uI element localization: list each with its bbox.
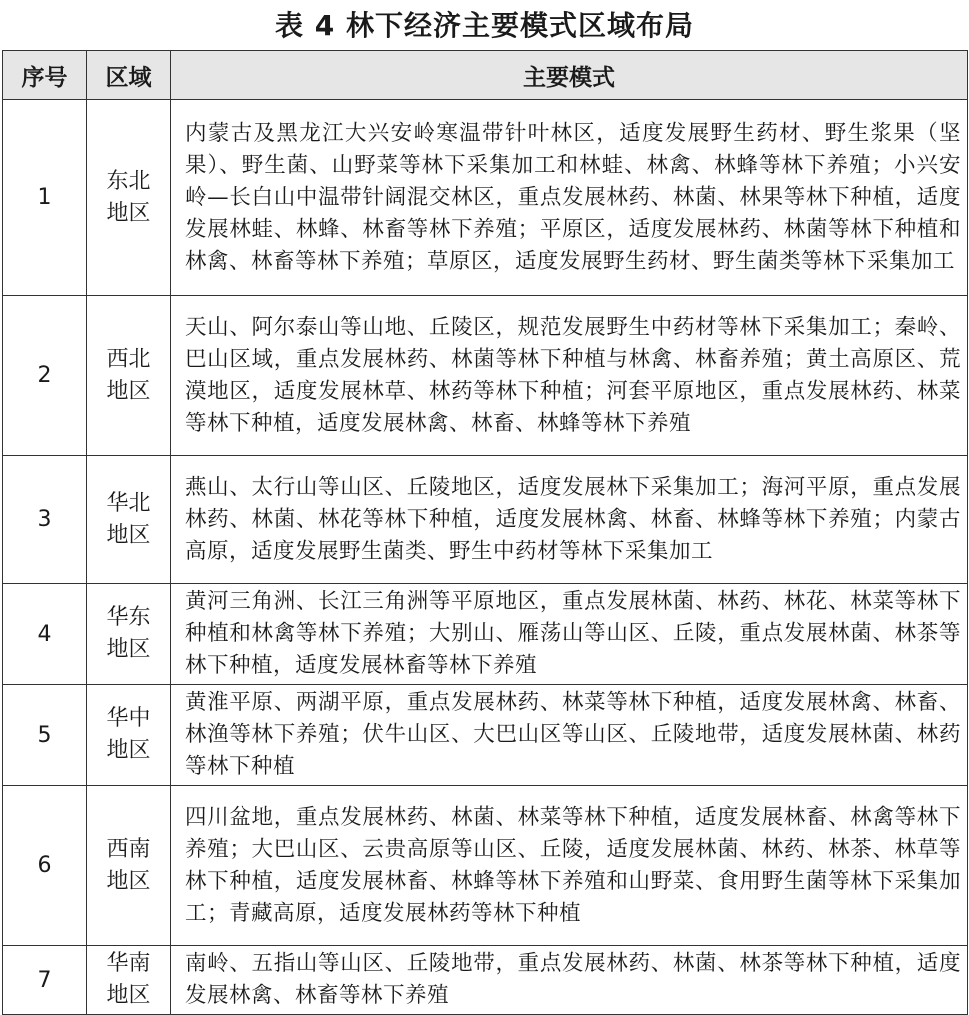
row-content: 四川盆地，重点发展林药、林菌、林菜等林下种植，适度发展林畜、林禽等林下养殖；大巴山区、云贵高原等山区、丘陵，适度发展林菌、林药、林茶、林草等林下种植，适度发展林畜、林蜂等林下养殖和山野菜、食用野生菌等林下采集加工；青藏高原，适度发展林药等林下种植 xyxy=(171,786,968,946)
row-region xyxy=(87,456,171,584)
table-row xyxy=(3,584,968,685)
header-index: 序号 xyxy=(3,51,87,100)
row-region xyxy=(87,100,171,296)
row-index: 5 xyxy=(3,685,87,786)
header-row xyxy=(3,51,968,100)
row-index: 3 xyxy=(3,456,87,584)
table-row xyxy=(3,786,968,946)
region-line-2: 地区 xyxy=(106,637,151,662)
region-line-1: 华东 xyxy=(106,605,151,630)
row-content: 黄河三角洲、长江三角洲等平原地区，重点发展林菌、林药、林花、林菜等林下种植和林禽等林下养殖；大别山、雁荡山等山区、丘陵，重点发展林菌、林茶等林下种植，适度发展林畜等林下养殖 xyxy=(171,584,968,685)
region-line-1: 西北 xyxy=(106,346,151,372)
region-line-1: 东北 xyxy=(106,168,151,194)
region-line-2: 地区 xyxy=(106,983,151,1008)
row-region xyxy=(87,584,171,685)
row-index: 1 xyxy=(3,100,87,296)
row-index: 2 xyxy=(3,296,87,456)
row-content: 燕山、太行山等山区、丘陵地区，适度发展林下采集加工；海河平原，重点发展林药、林菌、林花等林下种植，适度发展林禽、林畜、林蜂等林下养殖；内蒙古高原，适度发展野生菌类、野生中药材等林下采集加工 xyxy=(171,456,968,584)
header-mode: 主要模式 xyxy=(171,51,968,100)
region-line-1: 华北 xyxy=(106,490,151,516)
table-row xyxy=(3,100,968,296)
region-line-2: 地区 xyxy=(106,200,151,226)
table-row xyxy=(3,456,968,584)
row-region xyxy=(87,786,171,946)
region-line-2: 地区 xyxy=(106,868,151,894)
table-row xyxy=(3,685,968,786)
region-line-2: 地区 xyxy=(106,378,151,404)
row-index: 7 xyxy=(3,946,87,1015)
row-content: 南岭、五指山等山区、丘陵地带，重点发展林药、林菌、林茶等林下种植，适度发展林禽、林畜等林下养殖 xyxy=(171,946,968,1015)
region-line-1: 华南 xyxy=(106,951,151,976)
row-index: 4 xyxy=(3,584,87,685)
row-index: 6 xyxy=(3,786,87,946)
row-region xyxy=(87,296,171,456)
region-line-2: 地区 xyxy=(106,738,151,763)
table-row xyxy=(3,946,968,1015)
row-region xyxy=(87,946,171,1015)
region-line-2: 地区 xyxy=(106,522,151,548)
region-line-1: 华中 xyxy=(106,706,151,731)
table-row xyxy=(3,296,968,456)
row-content: 内蒙古及黑龙江大兴安岭寒温带针叶林区，适度发展野生药材、野生浆果（坚果）、野生菌、山野菜等林下采集加工和林蛙、林禽、林蜂等林下养殖；小兴安岭—长白山中温带针阔混交林区，重点发展林药、林菌、林果等林下种植，适度发展林蛙、林蜂、林畜等林下养殖；平原区，适度发展林药、林菌等林下种植和林禽、林畜等林下养殖；草原区，适度发展野生药材、野生菌类等林下采集加工 xyxy=(171,100,968,296)
layout-table xyxy=(2,50,968,1015)
row-region xyxy=(87,685,171,786)
header-region: 区域 xyxy=(87,51,171,100)
table-title: 表 4 林下经济主要模式区域布局 xyxy=(275,9,694,42)
row-content: 天山、阿尔泰山等山地、丘陵区，规范发展野生中药材等林下采集加工；秦岭、巴山区域，重点发展林药、林菌等林下种植与林禽、林畜养殖；黄土高原区、荒漠地区，适度发展林草、林药等林下种植；河套平原地区，重点发展林药、林菜等林下种植，适度发展林禽、林畜、林蜂等林下养殖 xyxy=(171,296,968,456)
region-line-1: 西南 xyxy=(106,836,151,862)
row-content: 黄淮平原、两湖平原，重点发展林药、林菜等林下种植，适度发展林禽、林畜、林渔等林下养殖；伏牛山区、大巴山区等山区、丘陵地带，适度发展林菌、林药等林下种植 xyxy=(171,685,968,786)
